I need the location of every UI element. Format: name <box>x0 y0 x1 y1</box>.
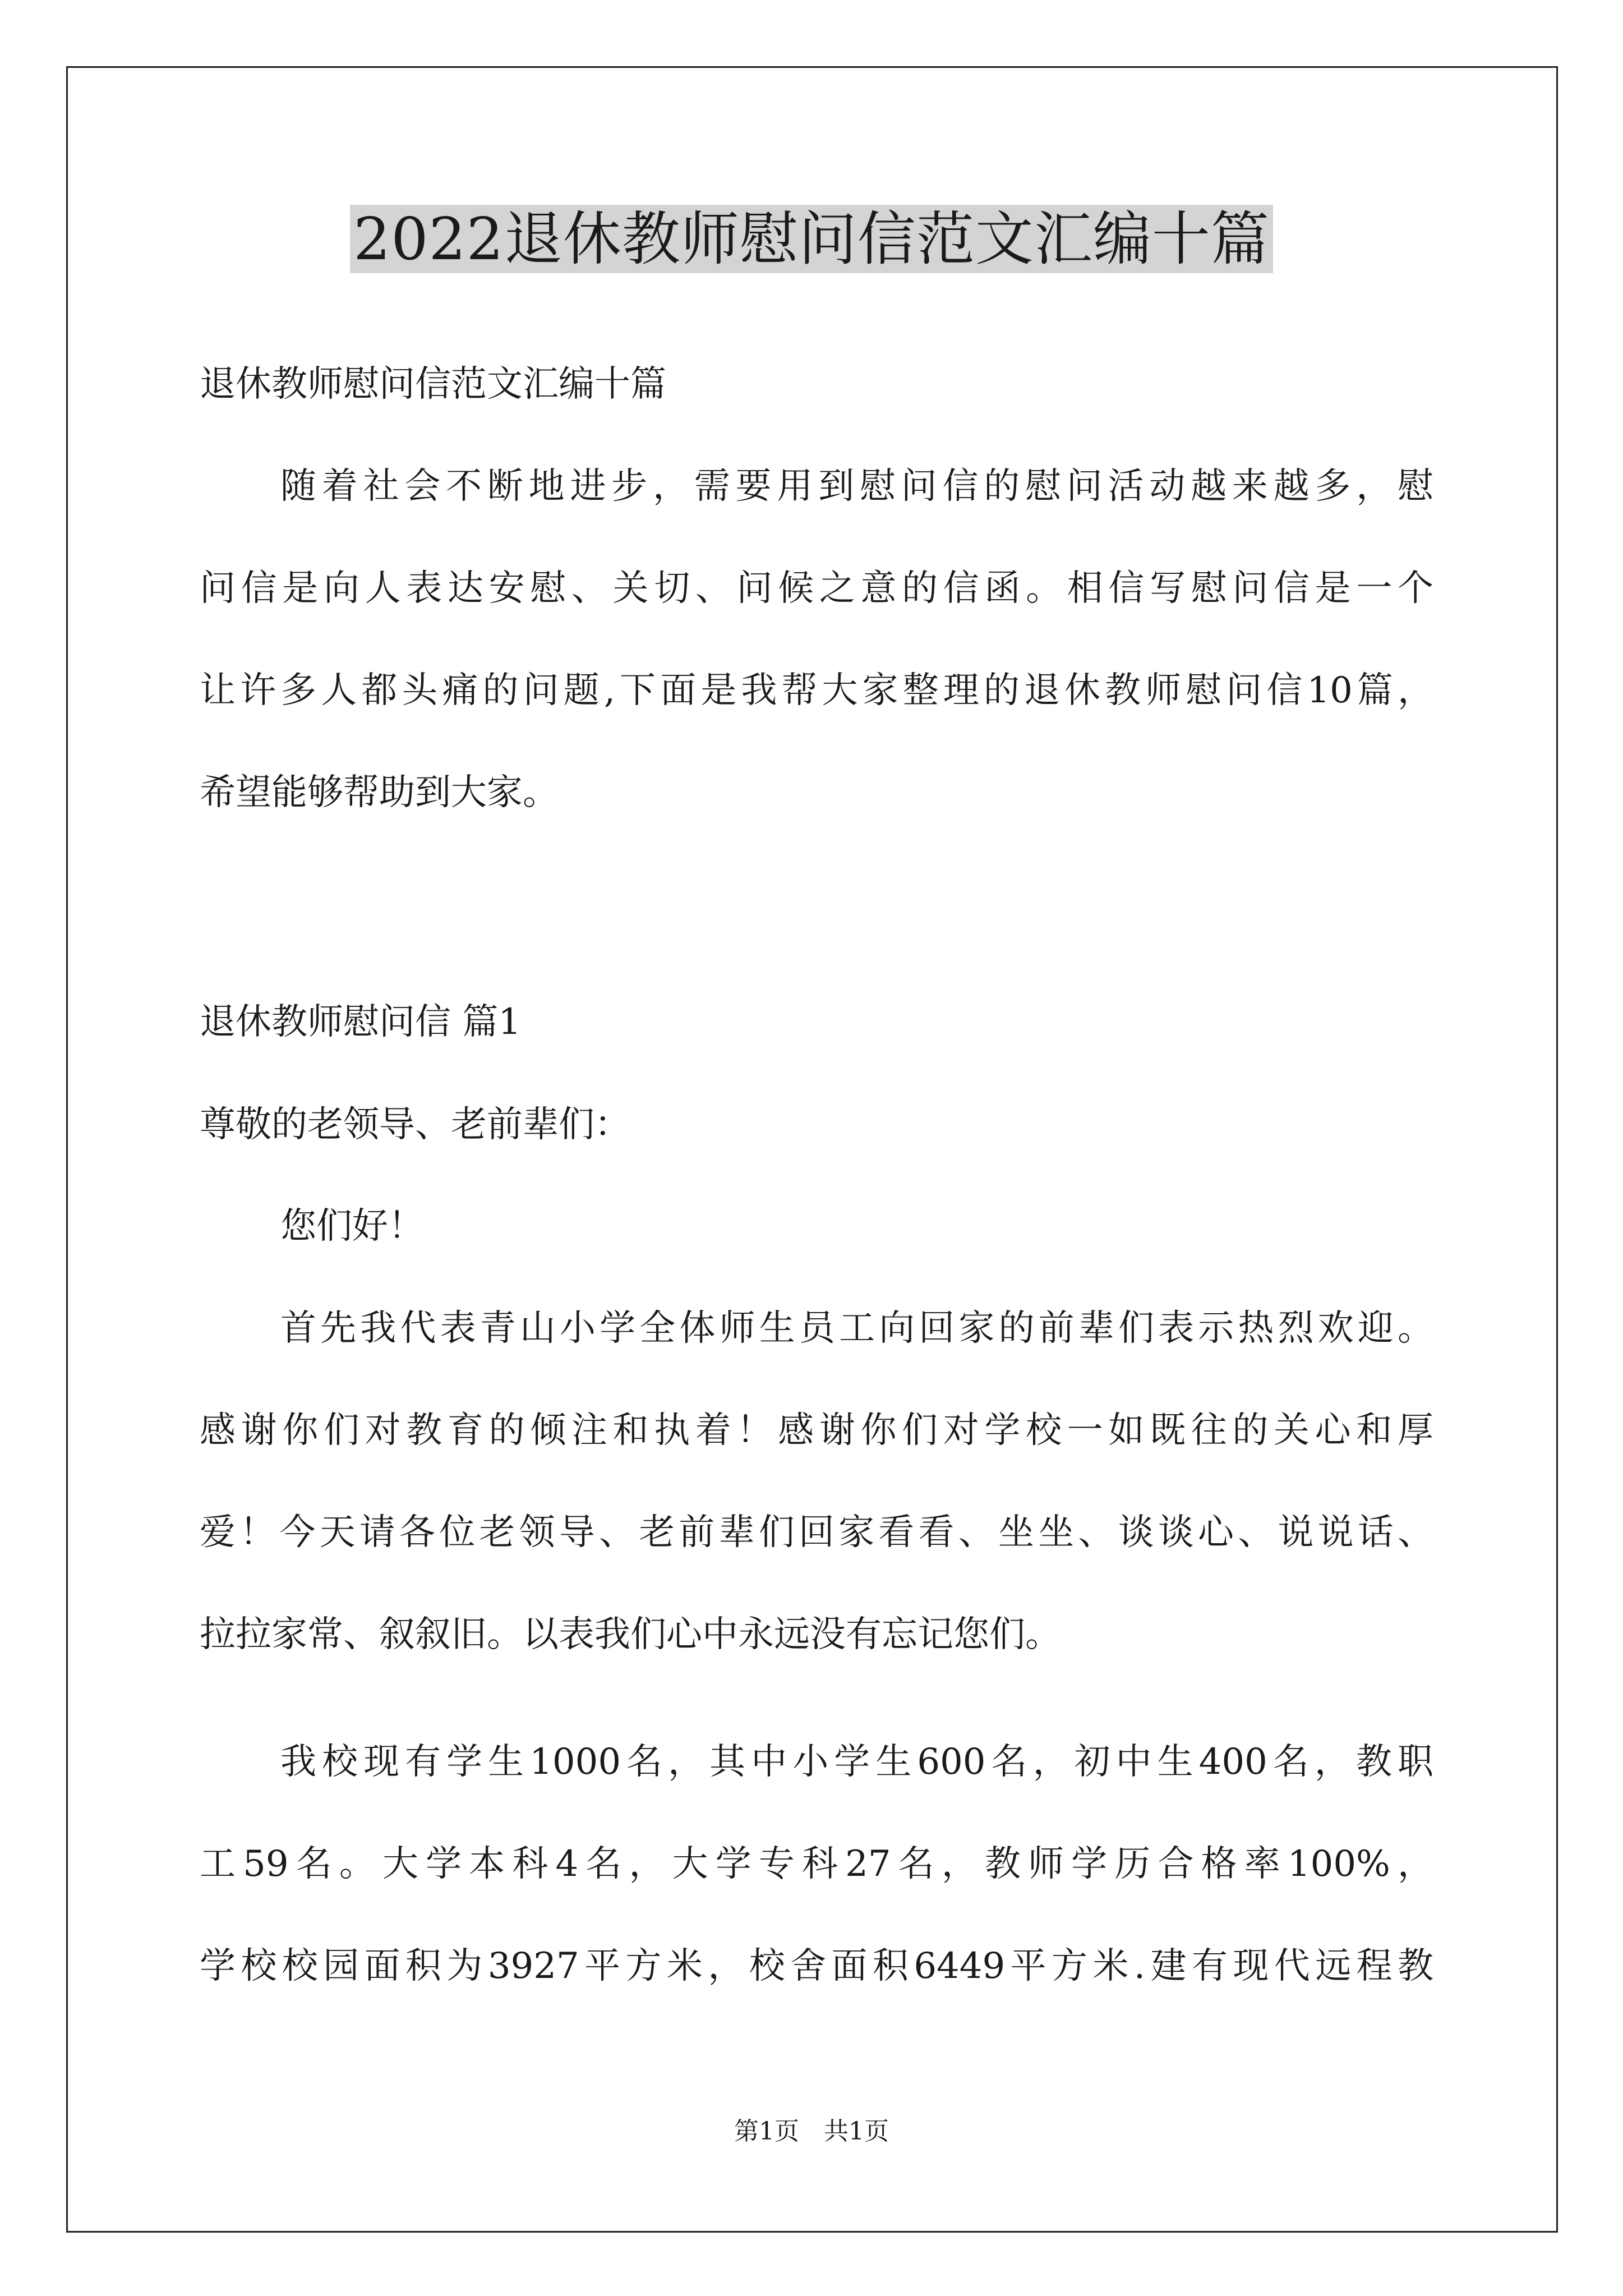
paragraph1-line-1: 首先我代表青山小学全体师生员工向回家的前辈们表示热烈欢迎。 <box>280 1308 1433 1349</box>
intro-line-3: 让许多人都头痛的问题,下面是我帮大家整理的退休教师慰问信10篇， <box>200 670 1433 711</box>
page-footer: 第1页 共1页 <box>734 2117 889 2146</box>
paragraph1-line-2: 感谢你们对教育的倾注和执着！感谢你们对学校一如既往的关心和厚 <box>200 1410 1433 1451</box>
intro-line-1: 随着社会不断地进步，需要用到慰问信的慰问活动越来越多，慰 <box>280 466 1433 507</box>
document-title <box>0 200 1623 278</box>
subtitle: 退休教师慰问信范文汇编十篇 <box>200 364 666 405</box>
paragraph2-line-1: 我校现有学生1000名，其中小学生600名，初中生400名，教职 <box>280 1741 1433 1783</box>
paragraph1-line-3: 爱！今天请各位老领导、老前辈们回家看看、坐坐、谈谈心、说说话、 <box>200 1512 1433 1553</box>
document-title-text: 2022退休教师慰问信范文汇编十篇 <box>350 205 1273 273</box>
greeting: 您们好！ <box>280 1205 424 1247</box>
paragraph1-line-4: 拉拉家常、叙叙旧。以表我们心中永远没有忘记您们。 <box>200 1614 1061 1655</box>
section-heading: 退休教师慰问信 篇1 <box>200 1001 522 1043</box>
paragraph2-line-3: 学校校园面积为3927平方米，校舍面积6449平方米.建有现代远程教 <box>200 1945 1433 1987</box>
intro-line-4: 希望能够帮助到大家。 <box>200 772 559 813</box>
intro-line-2: 问信是向人表达安慰、关切、问候之意的信函。相信写慰问信是一个 <box>200 568 1433 609</box>
salutation: 尊敬的老领导、老前辈们： <box>200 1104 630 1145</box>
paragraph2-line-2: 工59名。大学本科4名，大学专科27名，教师学历合格率100%， <box>200 1843 1433 1885</box>
